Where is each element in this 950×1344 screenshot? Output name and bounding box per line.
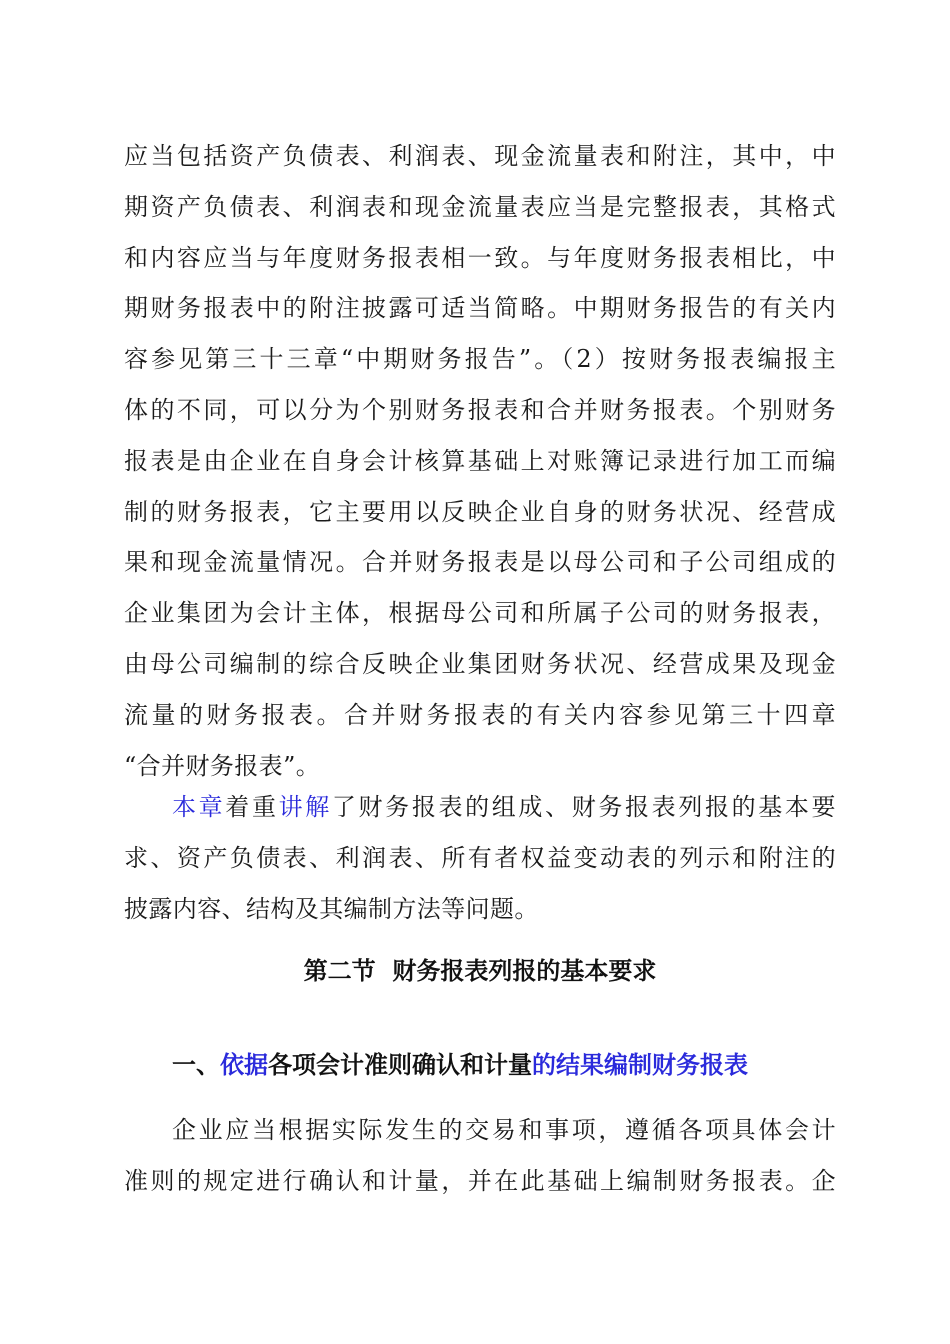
paragraph-line: 披露内容、结构及其编制方法等问题。 <box>124 894 539 923</box>
keyword-link-yiju[interactable]: 依据 <box>220 1051 268 1079</box>
keyword-link-benzhang[interactable]: 本章 <box>172 793 226 821</box>
paragraph-financial-report-types <box>124 131 836 791</box>
paragraph-line: 由母公司编制的综合反映企业集团财务状况、经营成果及现金 <box>124 649 836 678</box>
paragraph-line: 应当包括资产负债表、利润表、现金流量表和附注，其中，中 <box>124 142 836 170</box>
paragraph-line: 果和现金流量情况。合并财务报表是以母公司和子公司组成的 <box>124 548 836 577</box>
keyword-link-jiangjie[interactable]: 讲解 <box>278 793 332 821</box>
section-heading: 第二节 财务报表列报的基本要求 <box>303 957 657 985</box>
paragraph-line: 容参见第三十三章“中期财务报告”。（2）按财务报表编报主 <box>124 345 836 374</box>
paragraph-line: 期财务报表中的附注披露可适当简略。中期财务报告的有关内 <box>124 294 836 323</box>
paragraph-chapter-summary <box>124 782 836 934</box>
inline-text: 着重 <box>225 793 279 821</box>
paragraph-line: 企业集团为会计主体，根据母公司和所属子公司的财务报表， <box>124 599 836 628</box>
paragraph-line: 和内容应当与年度财务报表相一致。与年度财务报表相比，中 <box>124 243 836 272</box>
paragraph-line: “合并财务报表”。 <box>124 751 321 780</box>
paragraph-line: 报表是由企业在自身会计核算基础上对账簿记录进行加工而编 <box>124 446 836 475</box>
paragraph-line: 求、资产负债表、利润表、所有者权益变动表的列示和附注的 <box>124 843 836 872</box>
paragraph-line <box>124 782 836 833</box>
paragraph-line: 制的财务报表，它主要用以反映企业自身的财务状况、经营成 <box>124 497 836 526</box>
inline-text: 了财务报表的组成、财务报表列报的基本要 <box>331 793 836 821</box>
keyword-link-result[interactable]: 的结果编制财务报表 <box>532 1051 748 1079</box>
heading-text: 各项会计准则确认和计量 <box>268 1051 532 1079</box>
paragraph-line: 企业应当根据实际发生的交易和事项，遵循各项具体会计 <box>172 1116 836 1144</box>
paragraph-recognition-measurement <box>124 1105 836 1207</box>
paragraph-line: 体的不同，可以分为个别财务报表和合并财务报表。个别财务 <box>124 395 836 424</box>
paragraph-line: 期资产负债表、利润表和现金流量表应当是完整报表，其格式 <box>124 192 836 221</box>
paragraph-line: 流量的财务报表。合并财务报表的有关内容参见第三十四章 <box>124 700 836 729</box>
subsection-heading <box>172 1040 748 1090</box>
heading-prefix: 一、 <box>172 1051 220 1079</box>
paragraph-line: 准则的规定进行确认和计量，并在此基础上编制财务报表。企 <box>124 1166 836 1195</box>
